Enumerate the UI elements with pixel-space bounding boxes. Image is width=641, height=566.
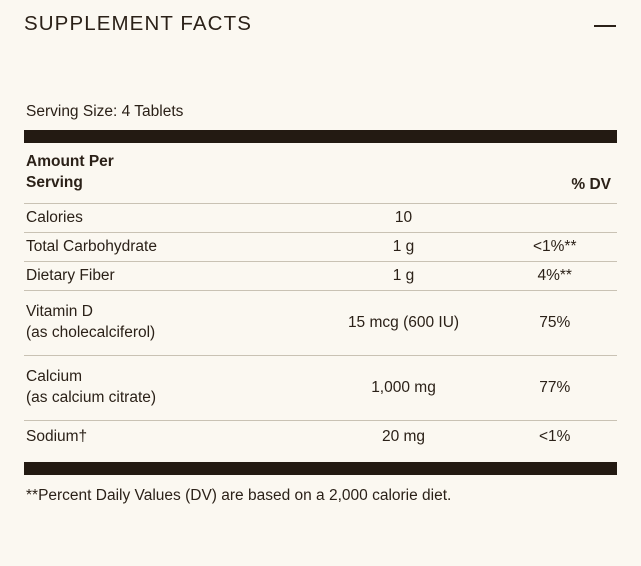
nutrient-dv: 4%** bbox=[537, 266, 572, 284]
nutrient-dv: 77% bbox=[539, 378, 571, 396]
table-row bbox=[24, 421, 617, 453]
nutrient-name-group bbox=[24, 356, 315, 420]
nutrient-name: Total Carbohydrate bbox=[26, 237, 157, 255]
table-row bbox=[24, 204, 617, 232]
nutrient-name-group bbox=[24, 291, 315, 355]
amount-per-serving-header bbox=[24, 143, 315, 203]
bottom-thick-rule bbox=[24, 462, 617, 475]
nutrient-name: Vitamin D bbox=[26, 302, 93, 320]
amount-per-serving-line1: Amount Per bbox=[26, 153, 114, 170]
amount-per-serving-line2: Serving bbox=[26, 173, 83, 191]
table-row bbox=[24, 356, 617, 420]
table-row bbox=[24, 291, 617, 355]
serving-size-label: Serving Size: 4 Tablets bbox=[26, 103, 184, 120]
amount-column-spacer bbox=[315, 143, 493, 203]
top-thick-rule bbox=[24, 130, 617, 143]
nutrient-name: Calcium bbox=[26, 367, 82, 385]
table-row bbox=[24, 262, 617, 290]
table-row bbox=[24, 233, 617, 261]
nutrient-amount: 1 g bbox=[392, 237, 415, 255]
nutrient-dv: <1% bbox=[538, 427, 571, 445]
dv-header: % DV bbox=[571, 175, 611, 193]
nutrient-source: (as cholecalciferol) bbox=[26, 323, 156, 341]
nutrient-dv: <1%** bbox=[532, 237, 577, 255]
minus-icon-bar bbox=[594, 25, 616, 27]
nutrient-dv bbox=[492, 204, 617, 232]
nutrient-amount: 15 mcg (600 IU) bbox=[347, 313, 460, 331]
nutrient-amount: 1,000 mg bbox=[371, 378, 436, 396]
panel-header bbox=[24, 0, 617, 38]
nutrient-amount: 1 g bbox=[392, 266, 415, 284]
nutrient-amount: 20 mg bbox=[381, 427, 426, 445]
nutrient-name: Sodium† bbox=[26, 427, 88, 445]
nutrient-name: Calories bbox=[26, 208, 83, 226]
minus-icon[interactable] bbox=[593, 14, 617, 38]
supplement-facts-table bbox=[24, 143, 617, 453]
nutrient-source: (as calcium citrate) bbox=[26, 388, 157, 406]
nutrient-name: Dietary Fiber bbox=[26, 266, 115, 284]
footnote: **Percent Daily Values (DV) are based on a 2,000 calorie diet. bbox=[26, 486, 452, 504]
nutrient-amount: 10 bbox=[394, 208, 413, 226]
nutrient-dv: 75% bbox=[539, 313, 571, 331]
table-header-row bbox=[24, 143, 617, 203]
page-title: SUPPLEMENT FACTS bbox=[24, 12, 252, 35]
